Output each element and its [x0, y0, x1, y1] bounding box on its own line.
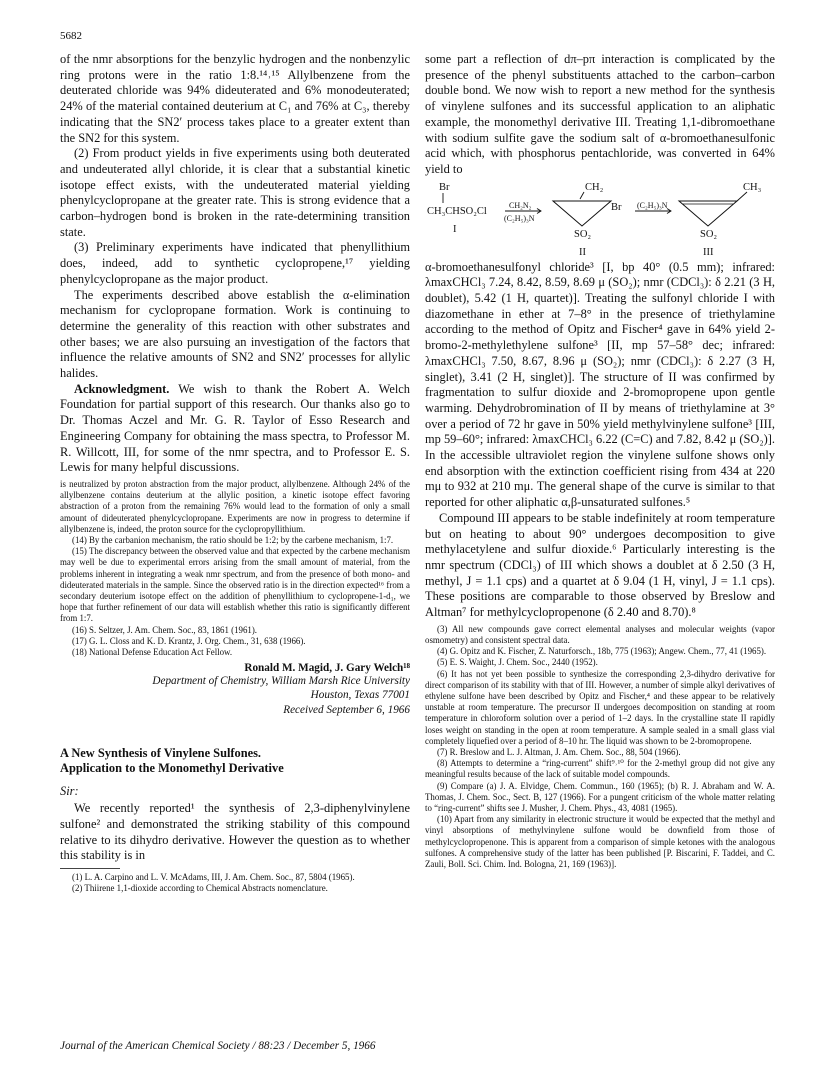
affiliation-line: Department of Chemistry, William Marsh Rice University: [152, 675, 410, 688]
acknowledgment-heading: Acknowledgment.: [74, 381, 170, 396]
footnote: (16) S. Seltzer, J. Am. Chem. Soc., 83, 1861 (1961).: [72, 624, 258, 635]
footnote: is neutralized by proton abstraction from the major product, allylbenzene. Although 24% of the allylbenzene contains deuterium at the allylic position, a kinetic isotope effect favoring abstraction of a proton from the remaining 76% would lead to the formation of only a small amount of dideuterated phenylcyclopropane. Experiments are now in progress to determine if allylbenzene is, indeed, the proton source for the cyclopropyllithium.: [60, 478, 410, 534]
compound-iii-ring: [679, 201, 737, 226]
bond-line: [580, 192, 584, 199]
footnote: (8) Attempts to determine a “ring-current” shift⁹˒¹⁰ for the 2-methyl group did not give any meaningful results because of the lack of suitable model compounds.: [425, 758, 775, 780]
acknowledgment-text: We wish to thank the Robert A. Welch Foundation for partial support of this research. Our thanks also go to Dr. Thomas Aczel and Mr. G. R. Taylor of Esso Research and Engineering Company for obtaining the mass spectra, to Professor M. R. Willcott, III, for some of the nmr spectra, and to Professor E. S. Lewis for many helpful discussions.: [60, 381, 410, 475]
footnote: (17) G. L. Closs and K. D. Krantz, J. Org. Chem., 31, 638 (1966).: [72, 635, 306, 646]
body-paragraph: some part a reflection of dπ–pπ interaction is complicated by the presence of the phenyl substituents attached to the carbon–carbon double bond. We now wish to report a new method for the synthesis of vinylene sulfones and its successful application to an aliphatic example, the monomethyl derivative III. Treating 1,1-dibromoethane with sodium sulfite gave the sodium salt of α-bromoethanesulfonic acid which, with phosphorus pentachloride, was converted in 64% yield to: [425, 52, 775, 176]
footnote: (4) G. Opitz and K. Fischer, Z. Naturforsch., 18b, 775 (1963); Angew. Chem., 77, 41 (1965).: [437, 646, 767, 657]
body-paragraph: The experiments described above establish the α-elimination mechanism for cyclopropane formation. Work is continuing to determine the generality of this reaction with other substrates and other bases; we are also pursuing an investigation of the factors that influence the relative amounts of SN2 and SN2′ processes for allylic halides.: [60, 287, 410, 381]
compound-iii-label: III: [703, 246, 714, 258]
compound-i-formula: CH₃CHSO₂Cl: [427, 205, 487, 217]
compound-i-label: I: [453, 223, 457, 235]
salutation: Sir:: [60, 784, 79, 799]
affiliation-line: Houston, Texas 77001: [310, 689, 410, 702]
footnote: (18) National Defense Education Act Fellow.: [72, 647, 233, 658]
body-paragraph: Compound III appears to be stable indefinitely at room temperature but on heating to about 90° undergoes decomposition to give methylacetylene and sulfur dioxide.⁶ Particularly interesting is the nmr spectrum (CDCl₃) of III which shows a doublet at δ 2.50 (3 H, methyl, J = 1.1 cps) and a quartet at δ 9.04 (1 H, vinyl, J = 1.1 cps). These positions are comparable to those observed by Breslow and Altman⁷ for methylcyclopropenone (δ 2.40 and 8.70).⁸: [425, 510, 775, 620]
received-date: Received September 6, 1966: [283, 704, 410, 717]
reaction-scheme: [425, 180, 775, 258]
acknowledgment-paragraph: [60, 382, 410, 476]
footnote: (14) By the carbanion mechanism, the ratio should be 1:2; by the carbene mechanism, 1:7.: [72, 535, 394, 545]
article-title-line: Application to the Monomethyl Derivative: [60, 761, 284, 776]
footnote: (9) Compare (a) J. A. Elvidge, Chem. Commun., 160 (1965); (b) R. J. Abraham and W. A. Thomas, J. Chem. Soc., Sect. B, 127 (1966). For a pungent criticism of the whole matter relating to “ring-current” shifts see J. Musher, J. Chem. Phys., 43, 4081 (1965).: [425, 780, 775, 814]
body-paragraph: α-bromoethanesulfonyl chloride³ [I, bp 40° (0.5 mm); infrared: λmaxCHCl₃ 7.24, 8.42, 8.59, 8.69 μ (SO₂); nmr (CDCl₃): δ 2.21 (3 H, doublet), 5.42 (1 H, quartet)]. Treating the sulfonyl chloride I with diazomethane in ether at 7–8° in the presence of triethylamine according to the method of Opitz and Fischer⁴ gave in 64% yield 2-bromo-2-methylethylene sulfone³ [II, mp 57–58° dec; infrared: λmaxCHCl₃ 7.50, 8.67, 8.96 μ (SO₂); nmr (CDCl₃): δ 2.27 (3 H, singlet), 3.41 (2 H, singlet)]. The structure of II was confirmed by fragmentation to sulfur dioxide and 2-bromopropene upon gentle warming. Dehydrobromination of II by means of triethylamine at 3° over a period of 72 hr gave in 50% yield methylvinylene sulfone³ [III, mp 59–60°; infrared: λmaxCHCl₃ 6.22 (C=C) and 7.82, 8.42 μ (SO₂)]. In the accessible ultraviolet region the vinylene sulfone shows only end absorption with the extinction coefficient rising from 434 at 220 mμ to 932 at 210 mμ. The general shape of the curve is similar to that reported for other aliphatic α,β-unsaturated sulfones.⁵: [425, 259, 775, 510]
footnote-divider: [60, 868, 120, 869]
footnote: (1) L. A. Carpino and L. V. McAdams, III, J. Am. Chem. Soc., 87, 5804 (1965).: [72, 872, 355, 883]
footnotes-left-top: [60, 479, 410, 658]
compound-iii-so2: SO₂: [700, 228, 718, 240]
reagent-2: (C₂H₅)₃N: [637, 200, 668, 210]
reagent-1-top: CH₂N₂: [509, 200, 532, 210]
footnote: (3) All new compounds gave correct elemental analyses and molecular weights (vapor osmometry) and consistent spectral data.: [425, 623, 775, 645]
page-number: 5682: [60, 30, 82, 42]
compound-i-br: Br: [439, 181, 450, 193]
compound-ii-so2: SO₂: [574, 228, 592, 240]
footnote: (6) It has not yet been possible to synthesize the corresponding 2,3-dihydro derivative for direct comparison of its stability with that of III. However, a number of simple alkyl derivatives of ethylene sulfone have been described by Opitz and Fischer,⁴ and these appear to be relatively unstable at room temperature. The precursor II undergoes decomposition on standing at room temperature in chloroform solution over a period of 1–2 days. In the crystalline state II rapidly loses weight on standing in the open at room temperature. A sample sealed in a small glass vial completely liquefied over a period of 8–10 hr. The liquid was shown to be 2-bromopropene.: [425, 668, 775, 746]
reaction-scheme-drawing: [425, 180, 775, 258]
footnote: (2) Thiirene 1,1-dioxide according to Chemical Abstracts nomenclature.: [72, 883, 328, 894]
bond-line: [737, 192, 747, 201]
intro-paragraph: We recently reported¹ the synthesis of 2,3-diphenylvinylene sulfone² and demonstrated the striking stability of this compound relative to its dihydro derivative. However the question as to whether this stability is in: [60, 801, 410, 863]
compound-ii-br: Br: [611, 201, 622, 213]
footnote: (5) E. S. Waight, J. Chem. Soc., 2440 (1952).: [437, 657, 598, 668]
body-paragraph: (3) Preliminary experiments have indicated that phenyllithium does, indeed, add to synthetic cyclopropene,¹⁷ yielding phenylcyclopropane as the major product.: [60, 240, 410, 286]
left-column: [60, 52, 410, 894]
right-column: [425, 52, 775, 870]
article-title-line: A New Synthesis of Vinylene Sulfones.: [60, 746, 262, 761]
reagent-1-bottom: (C₂H₅)₃N: [504, 213, 535, 223]
article-title: [60, 746, 410, 776]
body-paragraph: of the nmr absorptions for the benzylic hydrogen and the nonbenzylic ring protons were in the ratio 1:8.¹⁴˒¹⁵ Allylbenzene from the deuterated chloride was 94% dideuterated and 6% monodeuterated; 24% of the material contained deuterium at C₁ and 76% at C₃, thereby indicating that the SN2′ process takes place to a greater extent than the SN2 for this system.: [60, 52, 410, 145]
footnote: (7) R. Breslow and L. J. Altman, J. Am. Chem. Soc., 88, 504 (1966).: [437, 747, 681, 758]
footnotes-right: [425, 624, 775, 870]
body-paragraph: (2) From product yields in five experiments using both deuterated and undeuterated allyl chloride, it is clear that a substantial kinetic isotope effect exists, with the undeuterated material yielding phenylcyclopropane at the greater rate. This is strong evidence that a carbon–hydrogen bond is broken in the rate-determining transition state.: [60, 146, 410, 239]
compound-ii-label: II: [579, 246, 586, 258]
compound-iii-ch3: CH₃: [743, 181, 762, 193]
compound-ii-ch2: CH₂: [585, 181, 604, 193]
footnote: (15) The discrepancy between the observed value and that expected by the carbene mechanism may well be due to experimental errors arising from the small amount of material, from the problems inherent in integrating a weak nmr spectrum, and from the presence of both mono- and dideuterated materials in the sample. Since the observed ratio is in the direction expected¹⁶ from a secondary deuterium isotope effect on the addition of phenyllithium to cyclopropene-1-d₁, we hope that further refinement of our data will establish whether this ratio is significantly different from 1:7.: [60, 546, 410, 624]
footnote: (10) Apart from any similarity in electronic structure it would be expected that the methyl and vinyl absorptions of methylvinylene sulfone would be downfield from those of methylcyclopropenone. This is apparent from a comparison of simple ketones with the analogous sulfones. A comprehensive study of the latter has been published [P. Biscarini, F. Taddei, and C. Zauli, Boll. Sci. Chim. Ind. Bologna, 21, 169 (1963)].: [425, 814, 775, 870]
authors: Ronald M. Magid, J. Gary Welch¹⁸: [244, 662, 410, 675]
journal-footer: Journal of the American Chemical Society / 88:23 / December 5, 1966: [60, 1040, 376, 1052]
compound-ii-ring: [553, 201, 611, 226]
